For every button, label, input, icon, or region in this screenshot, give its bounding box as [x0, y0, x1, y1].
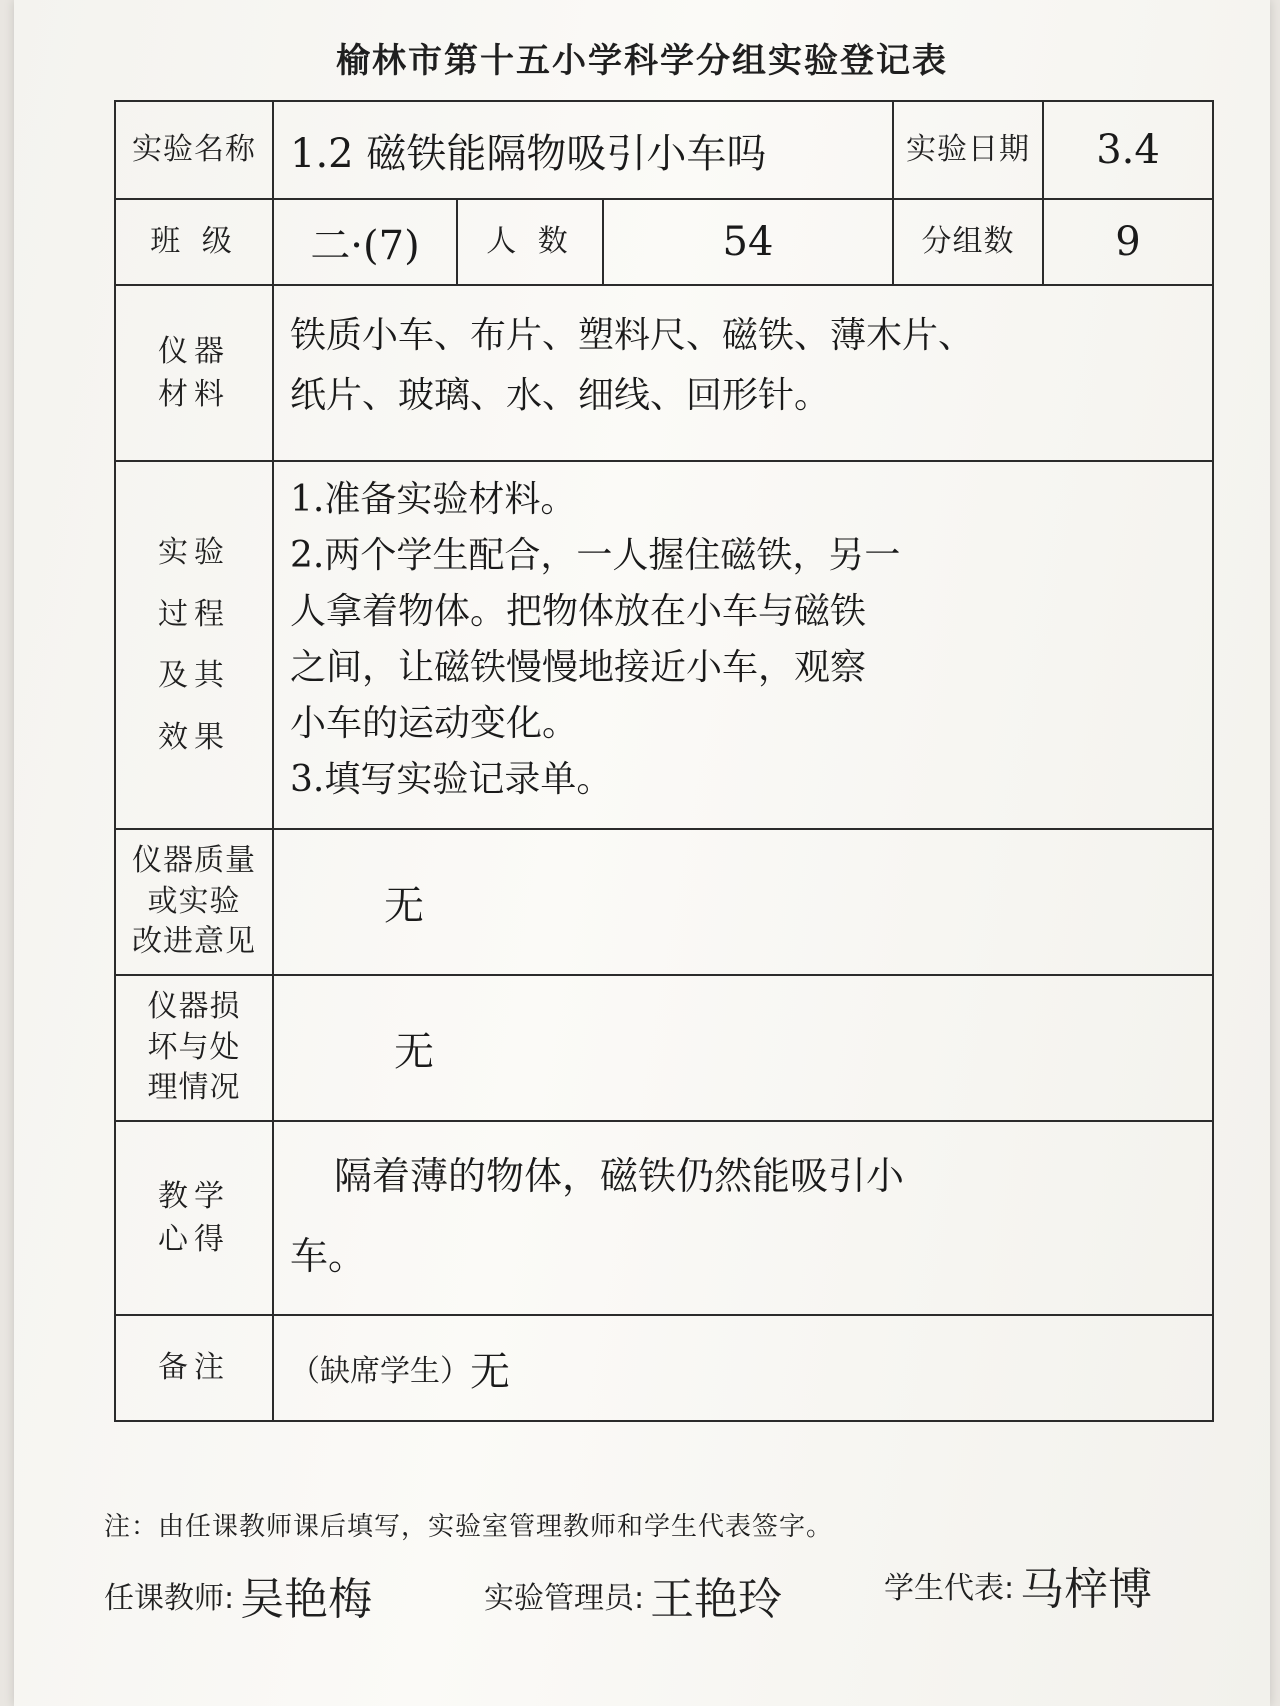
experiment-date-label: 实验日期 — [892, 100, 1044, 200]
admin-signature: 实验管理员: 王艳玲 — [484, 1574, 783, 1625]
experiment-date-field[interactable]: 3.4 — [1042, 100, 1214, 200]
remarks-field[interactable] — [272, 1314, 1214, 1422]
experiment-name-label: 实验名称 — [114, 100, 274, 200]
process-field[interactable]: 1.准备实验材料。 2.两个学生配合，一人握住磁铁，另一 人拿着物体。把物体放在小车与磁铁 之间，让磁铁慢慢地接近小车，观察 小车的运动变化。 3.填写实验记录单。 — [272, 460, 1214, 830]
damage-field[interactable]: 无 — [272, 974, 1214, 1122]
registration-table — [114, 100, 1214, 1500]
remarks-label: 备注 — [114, 1314, 274, 1422]
page-title: 榆林市第十五小学科学分组实验登记表 — [336, 41, 948, 81]
remarks-prefix: （缺席学生） — [290, 1354, 470, 1389]
class-field[interactable]: 二·(7) — [272, 198, 458, 286]
remarks-value: 无 — [470, 1348, 510, 1395]
materials-field[interactable]: 铁质小车、布片、塑料尺、磁铁、薄木片、 纸片、玻璃、水、细线、回形针。 — [272, 284, 1214, 462]
experiment-name-field[interactable]: 1.2 磁铁能隔物吸引小车吗 — [272, 100, 894, 200]
class-label: 班 级 — [114, 198, 274, 286]
teacher-signature: 任课教师: 吴艳梅 — [104, 1574, 373, 1625]
quality-field[interactable]: 无 — [272, 828, 1214, 976]
materials-label: 仪器 材料 — [114, 284, 274, 462]
student-count-label: 人 数 — [456, 198, 604, 286]
student-signature: 学生代表: 马梓博 — [884, 1564, 1153, 1615]
form-sheet — [14, 0, 1270, 1706]
footnote: 注：由任课教师课后填写，实验室管理教师和学生代表签字。 — [104, 1512, 834, 1542]
student-count-field[interactable]: 54 — [602, 198, 894, 286]
reflection-label: 教学 心得 — [114, 1120, 274, 1316]
damage-label: 仪器损 坏与处 理情况 — [114, 974, 274, 1122]
group-count-label: 分组数 — [892, 198, 1044, 286]
process-label: 实验 过程 及其 效果 — [114, 460, 274, 830]
quality-label: 仪器质量 或实验 改进意见 — [114, 828, 274, 976]
group-count-field[interactable]: 9 — [1042, 198, 1214, 286]
reflection-field[interactable]: 隔着薄的物体，磁铁仍然能吸引小 车。 — [272, 1120, 1214, 1316]
